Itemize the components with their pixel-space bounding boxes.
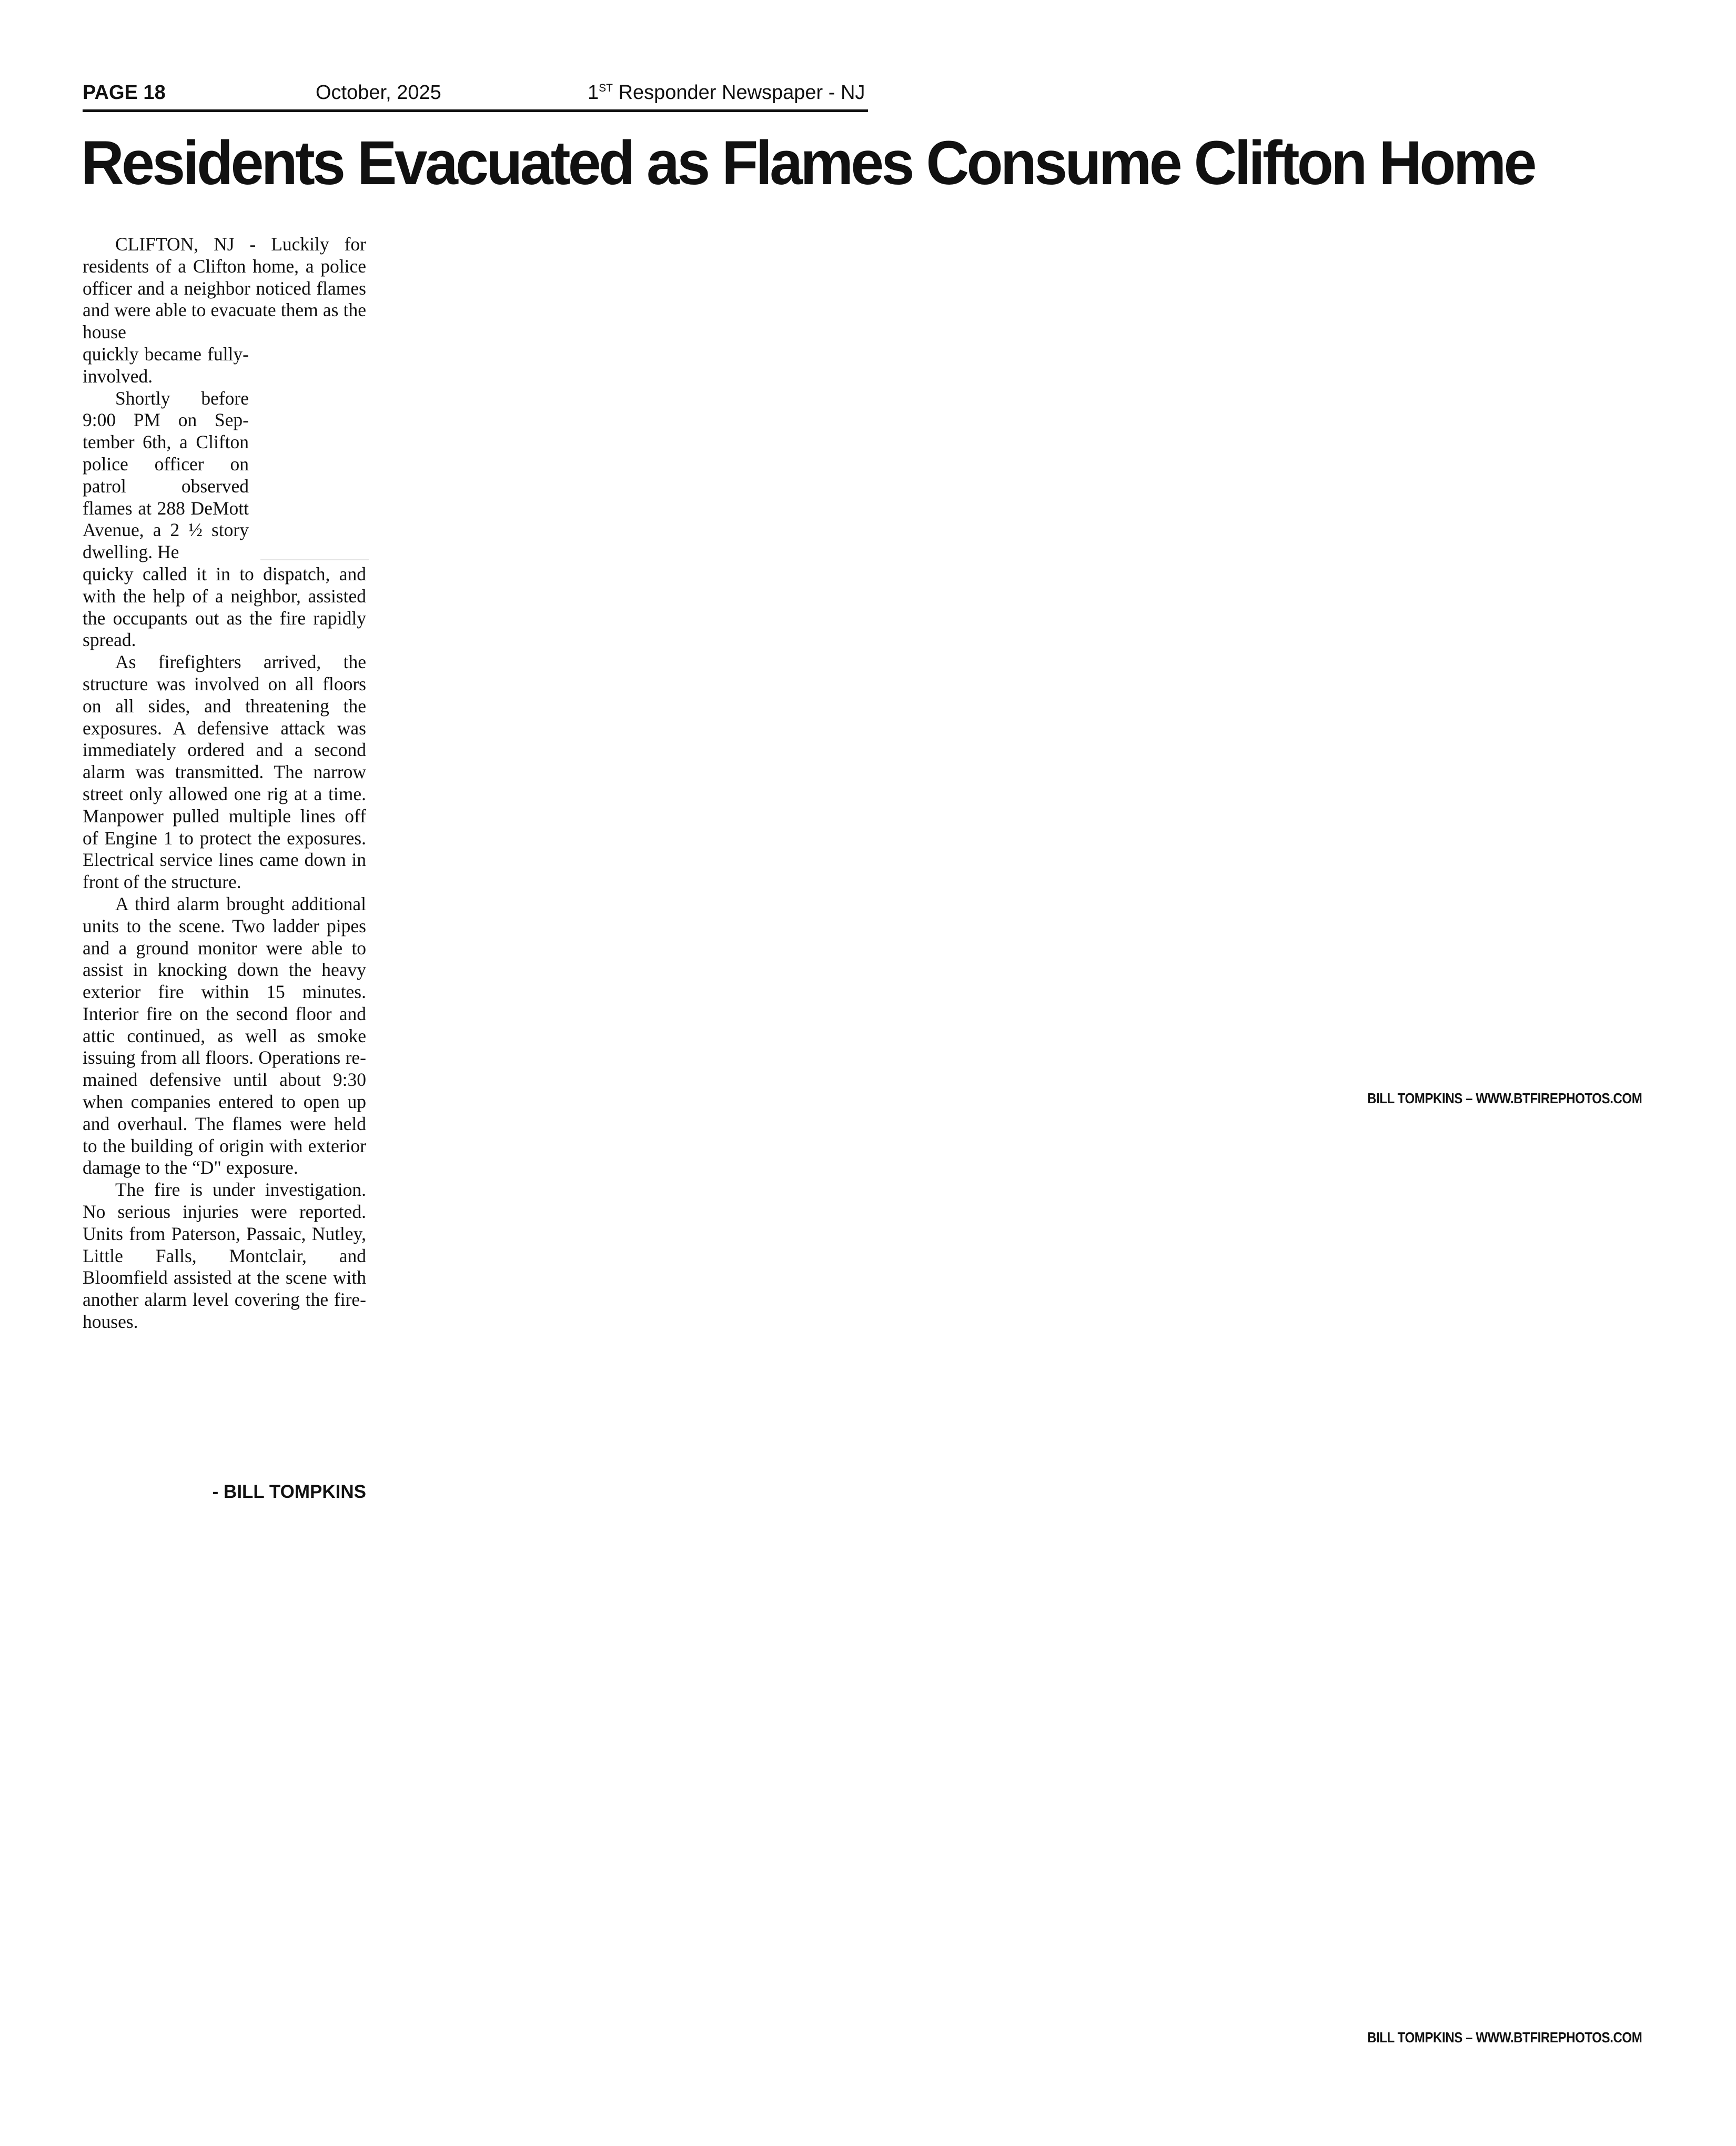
- paragraph-5: The fire is under investigation. No serious injuries were reported. Units from Paterson, Passaic, Nutley, Little Falls, Montclair, and Bloomfield assisted at the scene with another alarm level covering the firehouses.: [83, 1179, 366, 1333]
- byline: - BILL TOMPKINS: [212, 1482, 366, 1502]
- photo-credit-top: BILL TOMPKINS – WWW.BTFIREPHOTOS.COM: [1367, 1090, 1642, 1106]
- page-number: PAGE 18: [83, 82, 166, 104]
- paper-name: [588, 79, 865, 106]
- page-header: [83, 79, 868, 112]
- paragraph-2: quicky called it in to dispatch, and with the help of a neighbor, assisted the occupants out as the fire rapidly spread.: [83, 563, 366, 651]
- paragraph-3: As firefighters arrived, the structure was involved on all floors on all sides, and threatening the exposures. A defensive attack was immediately ordered and a second alarm was transmitted. The narrow street only allowed one rig at a time. Manpower pulled multiple lines off of Engine 1 to protect the exposures. Electrical service lines came down in front of the structure.: [83, 651, 366, 893]
- paragraph-2-wrap: Shortly before 9:00 PM on September 6th, a Clifton police officer on patrol observed flames at 288 DeMott Avenue, a 2 ½ story dwelling. He: [83, 387, 249, 563]
- paragraph-4: A third alarm brought additional units to the scene. Two ladder pipes and a ground monitor were able to assist in knocking down the heavy exterior fire within 15 minutes. Interior fire on the second floor and attic continued, as well as smoke issuing from all floors. Operations remained defensive until about 9:30 when companies entered to open up and overhaul. The flames were held to the building of origin with exterior damage to the “D" exposure.: [83, 893, 366, 1178]
- paper-name-prefix: 1: [588, 82, 599, 104]
- wrap-divider: [260, 559, 369, 560]
- paper-name-ordinal: ST: [599, 82, 613, 94]
- article-body: [83, 234, 366, 1333]
- issue-date: October, 2025: [316, 82, 441, 104]
- paragraph-lead: CLIFTON, NJ - Luckily for residents of a Clifton home, a police officer and a neighbor noticed flames and were able to evacuate them as the house: [83, 234, 366, 343]
- headline: Residents Evacuated as Flames Consume Clifton Home: [81, 128, 1535, 198]
- paper-name-rest: Responder Newspaper - NJ: [612, 82, 865, 104]
- photo-credit-bottom: BILL TOMPKINS – WWW.BTFIREPHOTOS.COM: [1367, 2029, 1642, 2046]
- paragraph-lead-wrap: quickly became fully-involved.: [83, 343, 249, 387]
